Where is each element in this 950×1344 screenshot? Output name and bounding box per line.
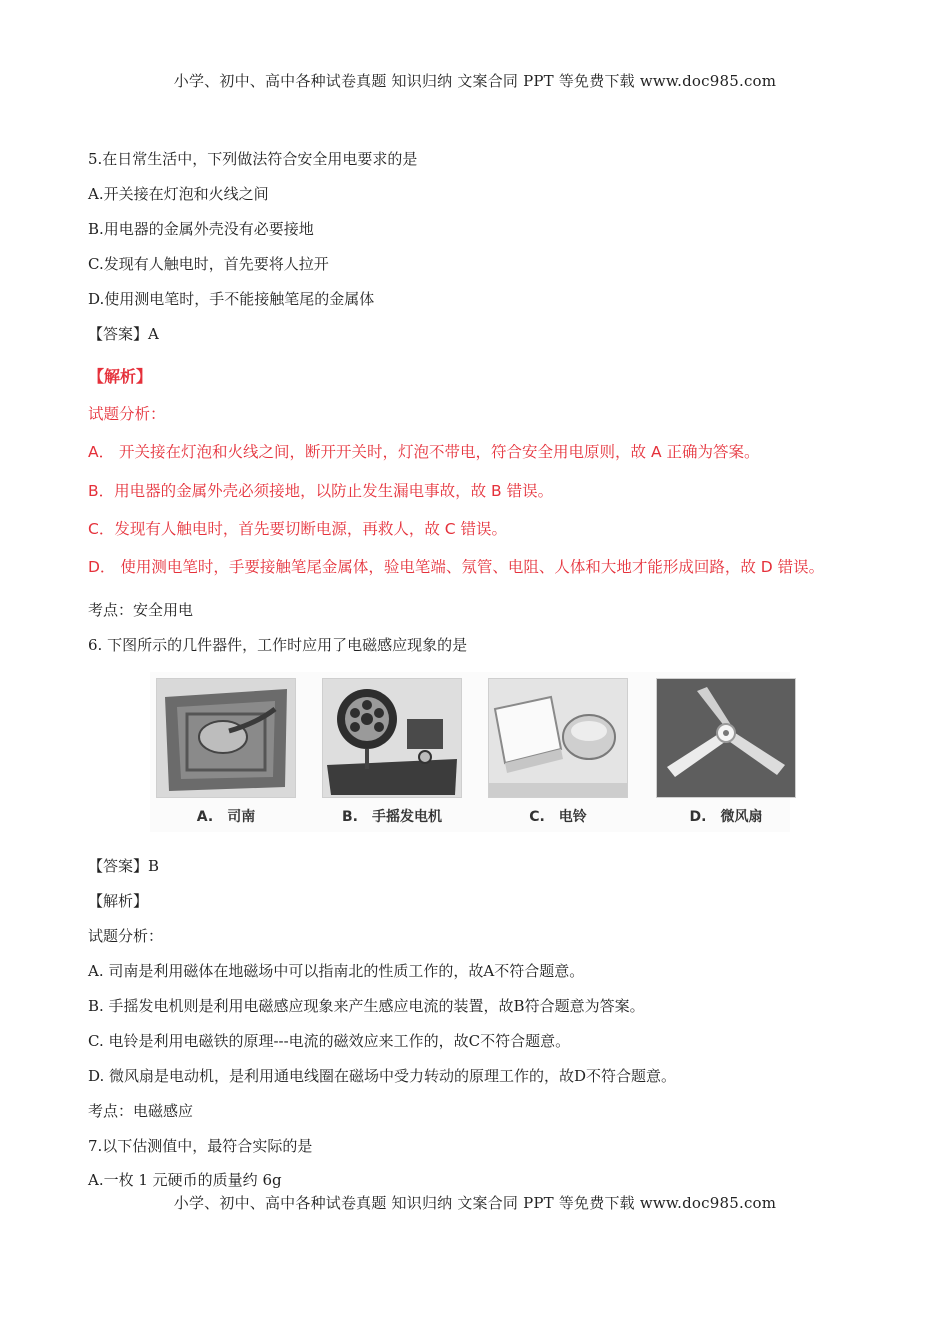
page-header: 小学、初中、高中各种试卷真题 知识归纳 文案合同 PPT 等免费下载 www.doc985.com xyxy=(173,72,777,90)
figure-caption-a-name: 司南 xyxy=(227,809,256,825)
question-5-analysis-a: A． 开关接在灯泡和火线之间，断开开关时，灯泡不带电，符合安全用电原则，故 A 正确为答案。 xyxy=(88,443,760,461)
question-5-point: 考点：安全用电 xyxy=(88,601,194,619)
question-5-analysis-title: 试题分析： xyxy=(88,405,166,423)
figure-caption-b xyxy=(322,806,462,826)
question-5-option-a: A.开关接在灯泡和火线之间 xyxy=(88,185,269,203)
figure-caption-d-name: 微风扇 xyxy=(720,809,763,825)
question-5-analysis-d: D． 使用测电笔时，手要接触笔尾金属体，验电笔端、氖管、电阻、人体和大地才能形成回路，故 D 错误。 xyxy=(88,558,825,576)
question-6-answer: 【答案】B xyxy=(88,857,160,875)
question-6-analysis-c: C. 电铃是利用电磁铁的原理---电流的磁效应来工作的，故C不符合题意。 xyxy=(88,1032,571,1050)
question-7-option-a: A.一枚 1 元硬币的质量约 6g xyxy=(88,1171,282,1189)
figure-caption-a xyxy=(156,806,296,826)
question-5-option-d: D.使用测电笔时，手不能接触笔尾的金属体 xyxy=(88,290,375,308)
question-6-analysis-d: D. 微风扇是电动机，是利用通电线圈在磁场中受力转动的原理工作的，故D不符合题意。 xyxy=(88,1067,677,1085)
question-6-stem: 6. 下图所示的几件器件，工作时应用了电磁感应现象的是 xyxy=(88,636,468,654)
question-5-option-c: C.发现有人触电时，首先要将人拉开 xyxy=(88,255,329,273)
question-5-analysis-b: B．用电器的金属外壳必须接地，以防止发生漏电事故，故 B 错误。 xyxy=(88,482,554,500)
question-5-analysis-tag: 【解析】 xyxy=(88,367,153,386)
question-5-analysis-c: C．发现有人触电时，首先要切断电源，再救人，故 C 错误。 xyxy=(88,520,508,538)
page-footer: 小学、初中、高中各种试卷真题 知识归纳 文案合同 PPT 等免费下载 www.doc985.com xyxy=(173,1194,777,1212)
figure-caption-d xyxy=(656,806,796,826)
figure-caption-d-letter: D. xyxy=(689,809,707,825)
question-5-answer: 【答案】A xyxy=(88,325,159,343)
question-5-option-b: B.用电器的金属外壳没有必要接地 xyxy=(88,220,314,238)
figure-caption-c-letter: C. xyxy=(529,809,545,825)
figure-caption-a-letter: A. xyxy=(196,809,214,825)
figure-photo-a xyxy=(156,678,296,798)
figure-photo-d xyxy=(656,678,796,798)
figure-caption-b-letter: B. xyxy=(342,809,358,825)
figure-caption-c-name: 电铃 xyxy=(558,809,587,825)
figure-photo-b xyxy=(322,678,462,798)
question-6-analysis-title: 试题分析： xyxy=(88,927,164,945)
figure-photo-c xyxy=(488,678,628,798)
question-6-analysis-a: A. 司南是利用磁体在地磁场中可以指南北的性质工作的，故A不符合题意。 xyxy=(88,962,585,980)
figure-caption-b-name: 手摇发电机 xyxy=(372,809,442,825)
question-6-point: 考点：电磁感应 xyxy=(88,1102,194,1120)
question-6-analysis-b: B. 手摇发电机则是利用电磁感应现象来产生感应电流的装置，故B符合题意为答案。 xyxy=(88,997,645,1015)
question-5-stem: 5.在日常生活中，下列做法符合安全用电要求的是 xyxy=(88,150,418,168)
figure-caption-c xyxy=(488,806,628,826)
question-6-analysis-tag: 【解析】 xyxy=(88,892,149,910)
question-7-stem: 7.以下估测值中，最符合实际的是 xyxy=(88,1137,313,1155)
device-figure xyxy=(150,672,790,832)
